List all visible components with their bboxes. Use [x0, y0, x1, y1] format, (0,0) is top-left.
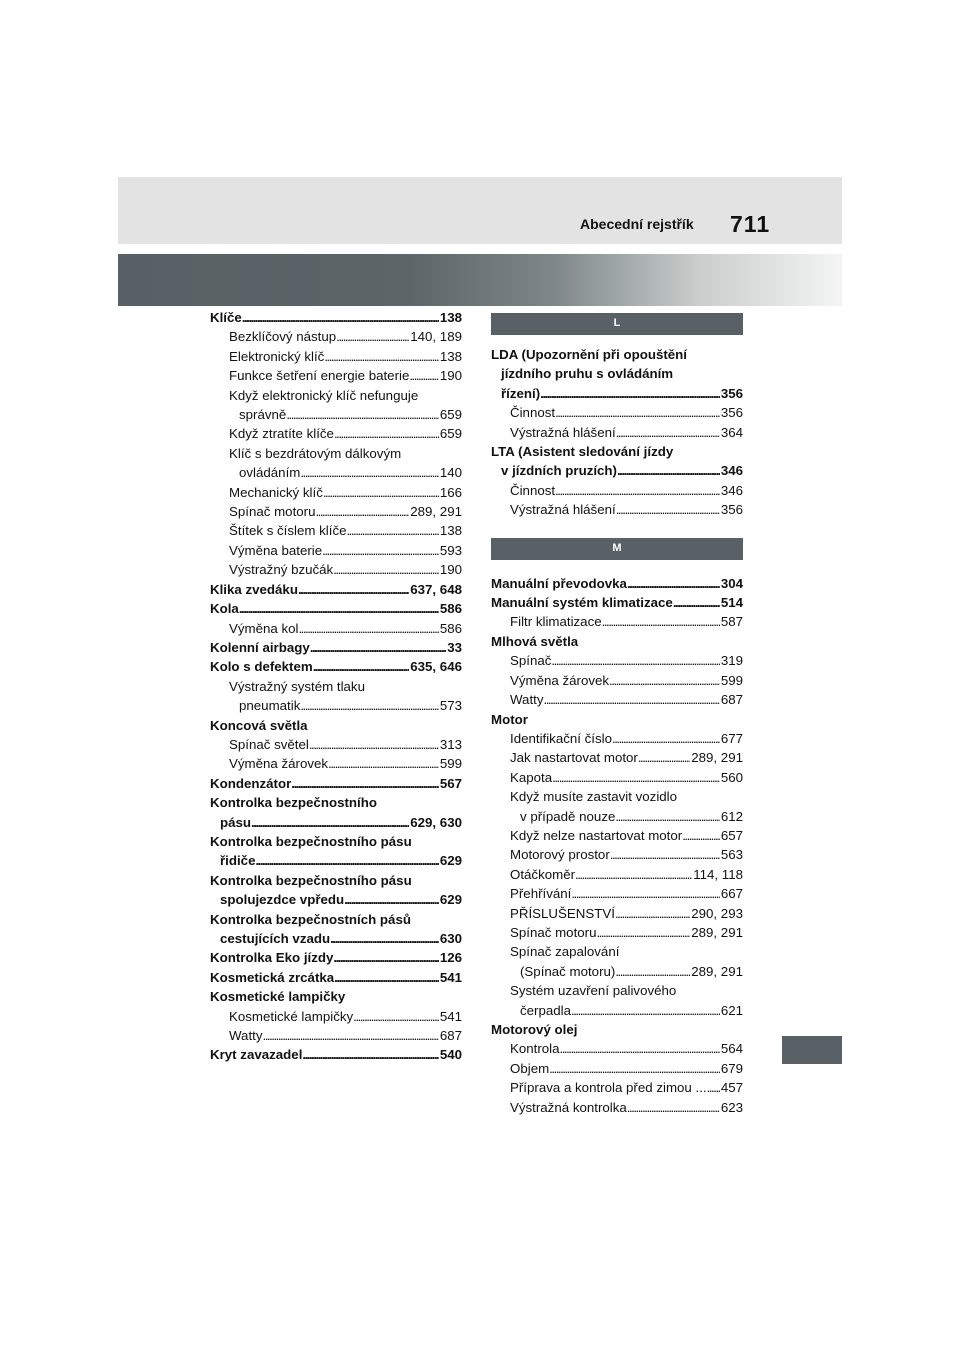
- index-entry: [210, 308, 462, 327]
- entry-page-ref: 140: [439, 465, 462, 481]
- index-entry: [210, 657, 462, 676]
- entry-page-ref: 612: [720, 808, 743, 824]
- entry-label: Watty: [510, 692, 544, 708]
- entry-page-ref: 623: [720, 1099, 743, 1115]
- index-subentry: [210, 502, 462, 521]
- entry-label: v jízdních pruzích): [501, 463, 617, 479]
- entry-page-ref: 687: [439, 1028, 462, 1044]
- entry-page-ref: 560: [720, 769, 743, 785]
- entry-page-ref: 541: [439, 1008, 462, 1024]
- entry-label: Mechanický klíč: [229, 484, 323, 500]
- index-subentry: [210, 347, 462, 366]
- dot-leader: [313, 657, 410, 676]
- dot-leader: [322, 541, 439, 560]
- dot-leader: [571, 1001, 720, 1020]
- entry-page-ref: 364: [720, 424, 743, 440]
- dot-leader: [602, 612, 720, 631]
- index-heading: LDA (Upozornění při opouštění: [491, 347, 687, 362]
- entry-label: cestujících vzadu: [220, 931, 331, 946]
- index-subentry-label: Systém uzavření palivového: [510, 983, 677, 999]
- entry-label: v případě nouze: [520, 808, 616, 824]
- dot-leader: [255, 851, 438, 870]
- dot-leader: [560, 1039, 720, 1058]
- entry-page-ref: 564: [720, 1041, 743, 1057]
- index-subentry: [210, 1007, 462, 1026]
- entry-page-ref: 659: [439, 426, 462, 442]
- entry-page-ref: 138: [439, 348, 462, 364]
- entry-page-ref: 114, 118: [693, 866, 743, 882]
- header-title: Abecední rejstřík: [580, 216, 694, 232]
- entry-page-ref: 586: [439, 601, 462, 617]
- entry-page-ref: 659: [439, 407, 462, 423]
- dot-leader: [336, 327, 409, 346]
- entry-page-ref: 567: [439, 775, 462, 791]
- index-subentry: [210, 463, 462, 482]
- entry-page-ref: 630: [439, 931, 462, 946]
- entry-page-ref: 140, 189: [410, 329, 462, 345]
- index-subentry: [491, 671, 743, 690]
- index-subentry: [210, 327, 462, 346]
- index-subentry: [491, 612, 743, 631]
- dot-leader: [333, 948, 438, 967]
- entry-label: Kryt zavazadel: [210, 1047, 303, 1063]
- entry-page-ref: 599: [439, 756, 462, 772]
- entry-label: pneumatik: [239, 698, 301, 714]
- entry-page-ref: 629, 630: [410, 814, 462, 830]
- dot-leader: [555, 481, 720, 500]
- index-subentry: [491, 729, 743, 748]
- entry-label: Otáčkoměr: [510, 866, 576, 882]
- entry-page-ref: 629: [439, 853, 462, 869]
- dot-leader: [333, 560, 439, 579]
- entry-page-ref: 126: [439, 950, 462, 966]
- entry-label: Elektronický klíč: [229, 348, 325, 364]
- dot-leader: [324, 347, 438, 366]
- index-entry: [210, 774, 462, 793]
- index-heading: Motor: [491, 711, 528, 727]
- dot-leader: [615, 962, 690, 981]
- entry-page-ref: 356: [720, 405, 743, 421]
- dot-leader: [627, 1098, 720, 1117]
- index-subentry: [491, 923, 743, 942]
- entry-label: Výměna žárovek: [510, 672, 610, 688]
- dot-leader: [330, 929, 439, 948]
- index-entry: [491, 461, 743, 480]
- entry-page-ref: 621: [720, 1002, 743, 1018]
- entry-page-ref: 679: [720, 1060, 743, 1076]
- entry-label: Kontrolka Eko jízdy: [210, 950, 334, 966]
- dot-leader: [673, 593, 720, 612]
- index-entry: [210, 851, 462, 870]
- dot-leader: [609, 671, 720, 690]
- dot-leader: [540, 384, 720, 403]
- entry-page-ref: 657: [720, 827, 743, 843]
- dot-leader: [615, 807, 719, 826]
- index-subentry: [491, 423, 743, 442]
- decorative-gradient-band: [118, 254, 842, 306]
- entry-label: Spínač motoru: [229, 504, 316, 520]
- dot-leader: [344, 890, 439, 909]
- index-subentry-label: Klíč s bezdrátovým dálkovým: [229, 445, 402, 461]
- entry-page-ref: 635, 646: [410, 659, 462, 675]
- index-subentry: [491, 962, 743, 981]
- index-subentry: [210, 560, 462, 579]
- dot-leader: [682, 826, 720, 845]
- entry-label: Motorový prostor: [510, 847, 610, 863]
- entry-page-ref: 190: [439, 562, 462, 578]
- entry-label: Příprava a kontrola před zimou ...: [510, 1080, 707, 1096]
- dot-leader: [596, 923, 690, 942]
- entry-label: Štítek s číslem klíče: [229, 523, 347, 539]
- entry-label: Výměna baterie: [229, 542, 323, 558]
- index-heading: Kosmetické lampičky: [210, 989, 346, 1005]
- index-entry: [210, 968, 462, 987]
- index-entry: [210, 929, 462, 948]
- entry-label: Výstražná hlášení: [510, 502, 616, 518]
- entry-label: Spínač světel: [229, 736, 309, 752]
- entry-label: Kondenzátor: [210, 775, 292, 791]
- dot-leader: [575, 865, 692, 884]
- index-subentry: [210, 696, 462, 715]
- index-entry: [491, 384, 743, 403]
- entry-label: Manuální systém klimatizace: [491, 595, 673, 611]
- entry-label: (Spínač motoru): [520, 963, 616, 979]
- index-subentry-label: Když elektronický klíč nefunguje: [229, 387, 419, 403]
- dot-leader: [610, 845, 720, 864]
- index-subentry: [210, 541, 462, 560]
- dot-leader: [298, 619, 438, 638]
- index-subentry: [210, 424, 462, 443]
- dot-leader: [353, 1007, 439, 1026]
- dot-leader: [334, 424, 439, 443]
- index-entry: [210, 813, 462, 832]
- entry-page-ref: 540: [439, 1047, 462, 1063]
- index-subentry: [491, 1059, 743, 1078]
- entry-label: Přehřívání: [510, 886, 572, 902]
- entry-page-ref: 637, 648: [410, 581, 462, 597]
- index-entry: [210, 599, 462, 618]
- dot-leader: [551, 651, 719, 670]
- entry-label: Výstražný bzučák: [229, 562, 334, 578]
- entry-page-ref: 190: [439, 368, 462, 384]
- dot-leader: [263, 1026, 439, 1045]
- index-subentry: [491, 865, 743, 884]
- dot-leader: [300, 463, 438, 482]
- entry-label: Výměna kol: [229, 620, 299, 636]
- section-thumb-tab: [782, 1036, 842, 1064]
- entry-label: Manuální převodovka: [491, 575, 627, 591]
- entry-page-ref: 346: [720, 463, 743, 479]
- entry-label: Watty: [229, 1028, 263, 1044]
- index-subentry-label: Když musíte zastavit vozidlo: [510, 789, 678, 805]
- entry-label: Kolenní airbagy: [210, 639, 310, 655]
- page-number: 711: [730, 211, 771, 237]
- index-subentry: [491, 845, 743, 864]
- index-subentry: [491, 807, 743, 826]
- entry-label: Filtr klimatizace: [510, 614, 602, 630]
- index-heading: Koncová světla: [210, 717, 308, 733]
- index-subentry: [491, 403, 743, 422]
- entry-page-ref: 289, 291: [691, 750, 743, 766]
- dot-leader: [555, 403, 720, 422]
- entry-label: čerpadla: [520, 1002, 572, 1018]
- entry-label: správně: [239, 407, 287, 423]
- dot-leader: [251, 813, 409, 832]
- entry-page-ref: 313: [439, 736, 462, 752]
- dot-leader: [544, 690, 720, 709]
- index-entry: [491, 574, 743, 593]
- entry-label: Výstražná hlášení: [510, 424, 616, 440]
- index-subentry: [491, 1001, 743, 1020]
- entry-label: Když ztratíte klíče: [229, 426, 334, 442]
- index-subentry: [491, 481, 743, 500]
- entry-label: Identifikační číslo: [510, 730, 612, 746]
- dot-leader: [549, 1059, 720, 1078]
- index-heading: Kontrolka bezpečnostního pásu: [210, 833, 412, 849]
- index-subentry: [210, 405, 462, 424]
- entry-page-ref: 586: [439, 620, 462, 636]
- index-entry: [210, 890, 462, 909]
- dot-leader: [315, 502, 409, 521]
- index-subentry: [491, 690, 743, 709]
- entry-label: Kontrola: [510, 1041, 560, 1057]
- index-heading: jízdního pruhu s ovládáním: [501, 366, 674, 382]
- entry-page-ref: 677: [720, 730, 743, 746]
- entry-label: Kosmetické lampičky: [229, 1008, 354, 1024]
- index-subentry: [210, 1026, 462, 1045]
- entry-page-ref: 319: [720, 653, 743, 669]
- entry-label: Kola: [210, 601, 239, 617]
- dot-leader: [612, 729, 720, 748]
- entry-label: Činnost: [510, 405, 556, 421]
- index-subentry: [491, 1039, 743, 1058]
- index-subentry: [210, 619, 462, 638]
- entry-page-ref: 587: [720, 614, 743, 630]
- dot-leader: [707, 1078, 720, 1097]
- entry-label: pásu: [220, 814, 252, 830]
- dot-leader: [552, 768, 720, 787]
- entry-page-ref: 687: [720, 692, 743, 708]
- index-entry: [210, 580, 462, 599]
- dot-leader: [638, 748, 690, 767]
- dot-leader: [571, 884, 719, 903]
- index-entry: [210, 1045, 462, 1064]
- entry-page-ref: 356: [720, 502, 743, 518]
- entry-label: ovládáním: [239, 465, 301, 481]
- index-subentry: [210, 521, 462, 540]
- entry-label: Klika zvedáku: [210, 581, 298, 597]
- entry-page-ref: 629: [439, 892, 462, 908]
- index-subentry: [491, 748, 743, 767]
- entry-page-ref: 289, 291: [410, 504, 462, 520]
- index-subentry: [210, 483, 462, 502]
- dot-leader: [617, 461, 720, 480]
- dot-leader: [334, 968, 439, 987]
- dot-leader: [242, 308, 439, 327]
- index-entry: [210, 948, 462, 967]
- dot-leader: [310, 638, 446, 657]
- dot-leader: [409, 366, 438, 385]
- section-letter-bar: L: [491, 313, 743, 335]
- dot-leader: [298, 580, 409, 599]
- index-heading: Kontrolka bezpečnostního pásu: [210, 872, 412, 888]
- entry-page-ref: 457: [720, 1080, 743, 1096]
- index-subentry: [491, 768, 743, 787]
- dot-leader: [346, 521, 438, 540]
- index-heading: Motorový olej: [491, 1022, 578, 1037]
- index-subentry: [491, 904, 743, 923]
- entry-page-ref: 541: [439, 969, 462, 985]
- entry-page-ref: 138: [439, 523, 462, 539]
- entry-page-ref: 289, 291: [691, 924, 743, 940]
- dot-leader: [323, 483, 439, 502]
- entry-label: Spínač: [510, 653, 552, 669]
- entry-page-ref: 289, 291: [691, 963, 743, 979]
- entry-label: Klíče: [210, 310, 242, 325]
- entry-label: Kolo s defektem: [210, 659, 313, 675]
- index-subentry: [210, 735, 462, 754]
- entry-label: PŘÍSLUŠENSTVÍ: [510, 905, 615, 921]
- index-subentry-label: Spínač zapalování: [510, 944, 620, 960]
- entry-page-ref: 514: [720, 595, 743, 611]
- dot-leader: [300, 696, 438, 715]
- index-heading: Mlhová světla: [491, 633, 579, 649]
- entry-label: spolujezdce vpředu: [220, 892, 345, 908]
- index-subentry: [491, 884, 743, 903]
- entry-label: řízení): [501, 385, 541, 401]
- dot-leader: [615, 904, 690, 923]
- index-column-left: [210, 308, 462, 1065]
- index-entry: [210, 638, 462, 657]
- dot-leader: [616, 500, 720, 519]
- entry-label: Kapota: [510, 769, 553, 785]
- entry-page-ref: 166: [439, 484, 462, 500]
- entry-label: Spínač motoru: [510, 924, 597, 940]
- entry-page-ref: 138: [439, 310, 462, 325]
- entry-page-ref: 346: [720, 482, 743, 498]
- entry-label: řidiče: [220, 853, 256, 869]
- index-subentry: [210, 754, 462, 773]
- dot-leader: [302, 1045, 438, 1064]
- entry-label: Funkce šetření energie baterie: [229, 368, 410, 384]
- entry-page-ref: 563: [720, 847, 743, 863]
- index-heading: LTA (Asistent sledování jízdy: [491, 444, 674, 460]
- entry-label: Bezklíčový nástup: [229, 329, 337, 345]
- entry-label: Kosmetická zrcátka: [210, 969, 335, 985]
- entry-page-ref: 356: [720, 385, 743, 401]
- index-subentry: [491, 1098, 743, 1117]
- entry-page-ref: 33: [447, 639, 462, 655]
- entry-label: Činnost: [510, 482, 556, 498]
- entry-page-ref: 599: [720, 672, 743, 688]
- index-subentry: [210, 366, 462, 385]
- entry-page-ref: 573: [439, 698, 462, 714]
- index-subentry: [491, 500, 743, 519]
- index-subentry-label: Výstražný systém tlaku: [229, 678, 365, 694]
- entry-page-ref: 593: [439, 542, 462, 558]
- dot-leader: [627, 574, 720, 593]
- dot-leader: [239, 599, 439, 618]
- index-heading: Kontrolka bezpečnostního: [210, 795, 377, 811]
- index-subentry: [491, 826, 743, 845]
- entry-page-ref: 304: [720, 575, 743, 591]
- index-subentry: [491, 1078, 743, 1097]
- index-heading: Kontrolka bezpečnostních pásů: [210, 911, 411, 927]
- entry-label: Když nelze nastartovat motor: [510, 827, 683, 843]
- dot-leader: [309, 735, 439, 754]
- entry-page-ref: 667: [720, 886, 743, 902]
- dot-leader: [616, 423, 720, 442]
- dot-leader: [328, 754, 439, 773]
- entry-label: Výměna žárovek: [229, 756, 329, 772]
- entry-label: Výstražná kontrolka: [510, 1099, 627, 1115]
- dot-leader: [291, 774, 439, 793]
- entry-label: Objem: [510, 1060, 550, 1076]
- entry-page-ref: 290, 293: [691, 905, 743, 921]
- entry-label: Jak nastartovat motor: [510, 750, 638, 766]
- section-letter-bar: M: [491, 538, 743, 560]
- index-entry: [491, 593, 743, 612]
- dot-leader: [286, 405, 439, 424]
- index-column-right: [491, 308, 743, 1117]
- index-subentry: [491, 651, 743, 670]
